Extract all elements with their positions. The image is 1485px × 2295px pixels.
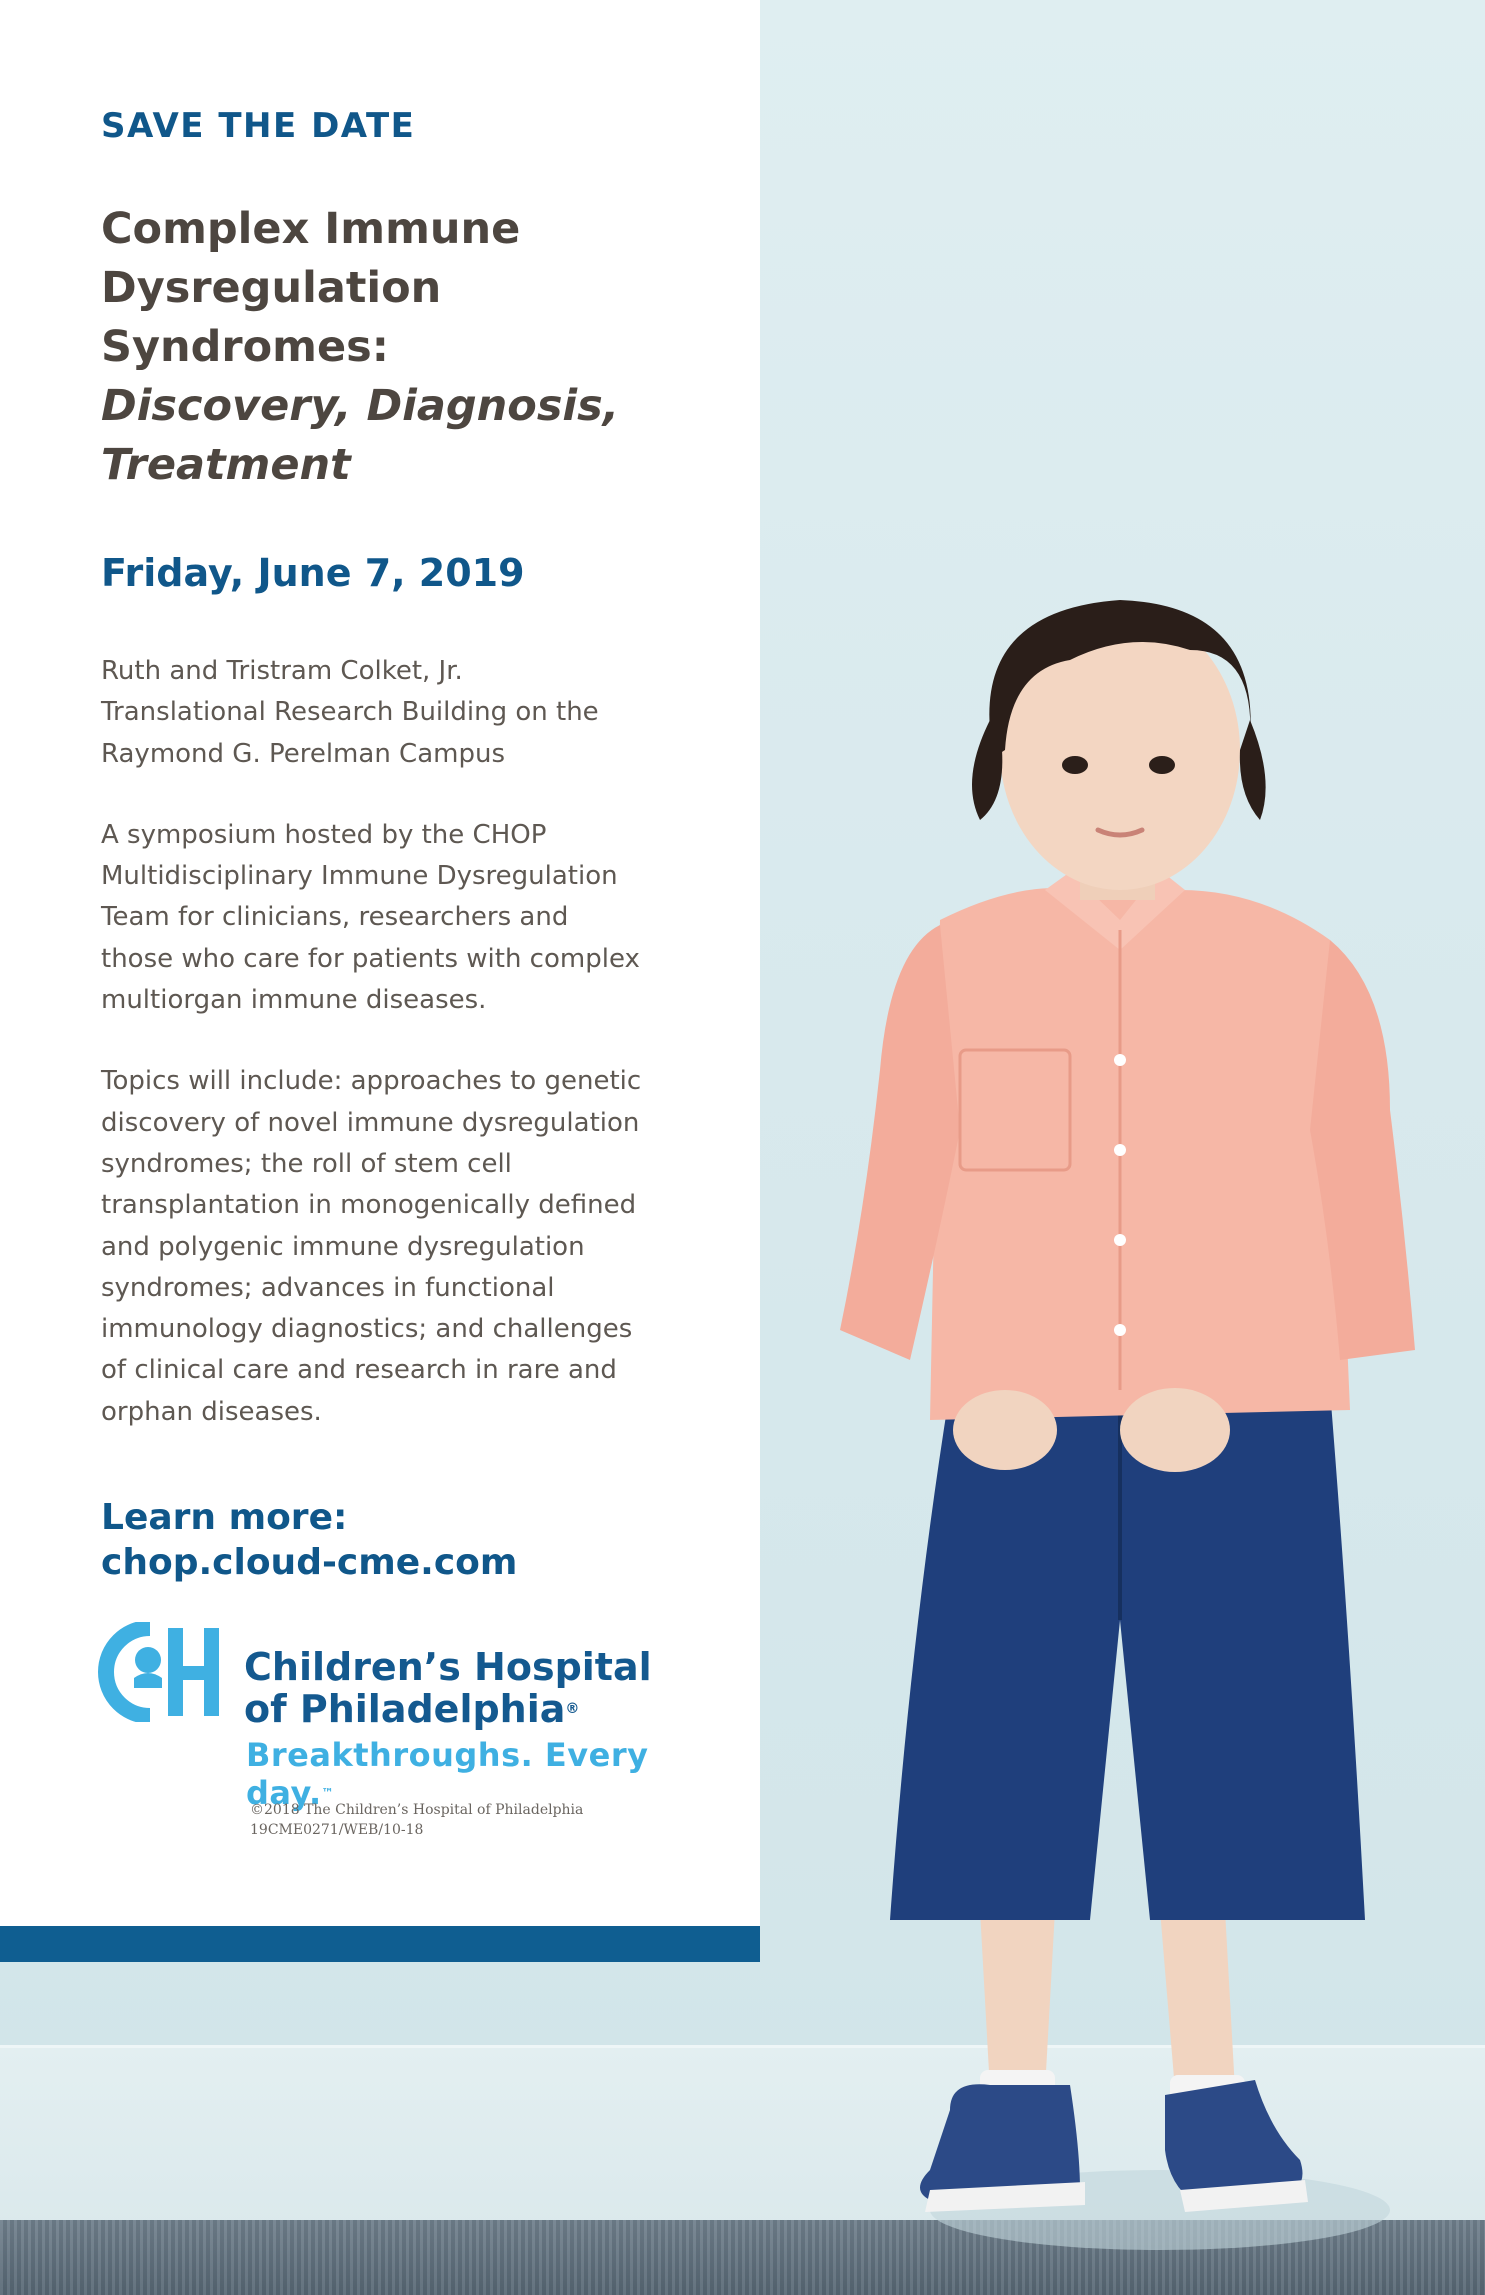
topics-line: immunology diagnostics; and challenges — [101, 1314, 633, 1345]
learn-more-link[interactable]: chop.cloud-cme.com — [101, 1542, 518, 1584]
venue-line: Raymond G. Perelman Campus — [101, 738, 506, 769]
registered-mark: ® — [565, 1701, 580, 1717]
learn-more-label: Learn more: — [101, 1497, 348, 1539]
event-title-line: Dysregulation Syndromes: — [101, 263, 442, 372]
topics-line: of clinical care and research in rare and — [101, 1355, 617, 1386]
learn-more — [101, 1495, 701, 1585]
organization-name-line: of Philadelphia® — [244, 1687, 580, 1731]
legal-notice — [250, 1800, 583, 1840]
event-title-line: Complex Immune — [101, 204, 521, 254]
description-line: those who care for patients with complex — [101, 943, 640, 974]
symposium-description — [101, 815, 701, 1021]
flyer-content — [101, 100, 701, 1585]
panel-accent-bar — [0, 1926, 760, 1962]
description-line: Team for clinicians, researchers and — [101, 902, 569, 933]
chop-logo-mark-icon — [98, 1622, 222, 1722]
event-subtitle-line: Discovery, Diagnosis, — [101, 381, 620, 431]
topics-line: discovery of novel immune dysregulation — [101, 1107, 640, 1138]
topics-text — [101, 1061, 701, 1433]
document-code: 19CME0271/WEB/10-18 — [250, 1822, 424, 1838]
event-title — [101, 200, 701, 495]
save-the-date-heading: SAVE THE DATE — [101, 106, 416, 146]
event-subtitle-line: Treatment — [101, 440, 351, 490]
venue-line: Ruth and Tristram Colket, Jr. — [101, 656, 463, 686]
child-photo — [830, 590, 1430, 2290]
organization-name — [244, 1646, 652, 1730]
description-line: Multidisciplinary Immune Dysregulation — [101, 861, 618, 892]
topics-line: Topics will include: approaches to genetic — [101, 1066, 642, 1097]
event-date: Friday, June 7, 2019 — [101, 551, 525, 595]
topics-line: and polygenic immune dysregulation — [101, 1231, 585, 1262]
copyright-text: ©2018 The Children’s Hospital of Philadelphia — [250, 1802, 584, 1818]
topics-line: transplantation in monogenically defined — [101, 1190, 637, 1221]
trademark-mark: ™ — [321, 1786, 335, 1800]
organization-tagline: Breakthroughs. Every day.™ — [246, 1736, 649, 1812]
venue-text — [101, 651, 701, 775]
organization-name-line: Children’s Hospital — [244, 1645, 652, 1689]
description-line: multiorgan immune diseases. — [101, 985, 487, 1016]
venue-line: Translational Research Building on the — [101, 697, 599, 728]
topics-line: syndromes; the roll of stem cell — [101, 1148, 512, 1179]
topics-line: syndromes; advances in functional — [101, 1272, 555, 1303]
topics-line: orphan diseases. — [101, 1396, 322, 1427]
description-line: A symposium hosted by the CHOP — [101, 819, 547, 850]
